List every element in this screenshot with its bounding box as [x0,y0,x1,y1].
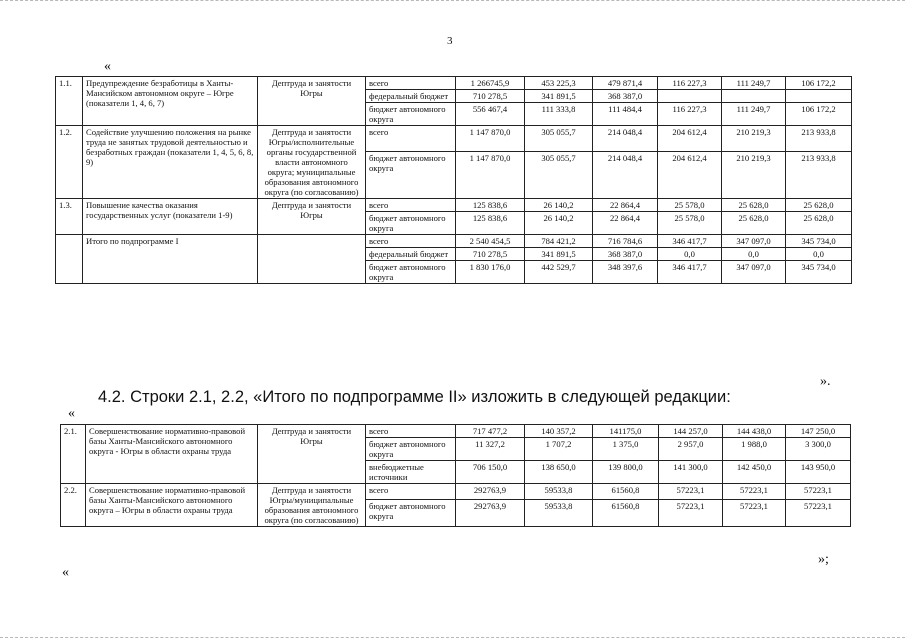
funding-source: всего [366,126,456,152]
amount-cell: 0,0 [658,248,722,261]
amount-cell: 140 357,2 [525,425,593,438]
open-quote-3: « [62,565,69,580]
amount-cell: 138 650,0 [525,461,593,484]
amount-cell: 341 891,5 [525,248,593,261]
executor: Дептруда и занятости Югры/исполнительные органы государственной власти автономного округа; муниципальные образования автономного округа (по согласованию) [258,126,366,199]
amount-cell: 1 375,0 [593,438,659,461]
amount-cell: 144 438,0 [723,425,786,438]
funding-source: всего [366,425,456,438]
funding-source: бюджет автономного округа [366,499,456,526]
scan-top-edge [0,0,905,5]
amount-cell: 706 150,0 [456,461,525,484]
amount-cell: 348 397,6 [593,261,658,284]
amount-cell: 347 097,0 [722,235,786,248]
amount-cell: 1 266745,9 [456,77,525,90]
measure-name: Совершенствование нормативно-правовой базы Ханты-Мансийского автономного округа – Югры в области охраны труда [86,484,258,527]
measure-name: Содействие улучшению положения на рынке труда не занятых трудовой деятельностью и безработных граждан (показатели 1, 4, 5, 6, 8, 9) [83,126,258,199]
amount-cell: 1 707,2 [525,438,593,461]
row-number [56,235,83,284]
amount-cell: 61560,8 [593,484,659,500]
row-number: 1.2. [56,126,83,199]
amount-cell: 347 097,0 [722,261,786,284]
amount-cell: 479 871,4 [593,77,658,90]
amount-cell: 214 048,4 [593,126,658,152]
amount-cell: 305 055,7 [525,152,593,199]
amount-cell: 214 048,4 [593,152,658,199]
amount-cell: 111 333,8 [525,103,593,126]
amount-cell: 142 450,0 [723,461,786,484]
amount-cell: 25 578,0 [658,199,722,212]
funding-source: всего [366,235,456,248]
amount-cell: 710 278,5 [456,248,525,261]
amount-cell: 1 147 870,0 [456,152,525,199]
funding-source: всего [366,199,456,212]
amount-cell: 368 387,0 [593,248,658,261]
amount-cell: 346 417,7 [658,235,722,248]
amount-cell: 111 484,4 [593,103,658,126]
amount-cell: 59533,8 [525,499,593,526]
amount-cell: 345 734,0 [786,261,852,284]
amount-cell: 213 933,8 [786,152,852,199]
row-number: 2.1. [61,425,86,484]
amount-cell: 710 278,5 [456,90,525,103]
funding-source: всего [366,77,456,90]
table-row [61,484,851,500]
open-quote-1: « [104,59,111,74]
amount-cell: 25 628,0 [722,199,786,212]
amount-cell: 106 172,2 [786,77,852,90]
executor [258,235,366,284]
amount-cell: 141175,0 [593,425,659,438]
executor: Дептруда и занятости Югры [258,77,366,126]
funding-source: федеральный бюджет [366,90,456,103]
amount-cell: 106 172,2 [786,103,852,126]
amount-cell: 59533,8 [525,484,593,500]
funding-source: бюджет автономного округа [366,103,456,126]
amount-cell: 204 612,4 [658,152,722,199]
funding-source: внебюджетные источники [366,461,456,484]
amount-cell: 111 249,7 [722,103,786,126]
amount-cell: 1 988,0 [723,438,786,461]
amount-cell: 116 227,3 [658,77,722,90]
amount-cell: 143 950,0 [786,461,851,484]
amount-cell: 25 628,0 [786,199,852,212]
amount-cell: 144 257,0 [659,425,723,438]
amount-cell: 57223,1 [723,499,786,526]
amount-cell: 717 477,2 [456,425,525,438]
amount-cell: 57223,1 [659,499,723,526]
table-row [56,126,852,152]
amount-cell: 292763,9 [456,499,525,526]
amount-cell: 305 055,7 [525,126,593,152]
table-row [56,77,852,90]
amount-cell: 345 734,0 [786,235,852,248]
amount-cell: 116 227,3 [658,103,722,126]
amount-cell: 0,0 [786,248,852,261]
table-row [61,425,851,438]
executor: Дептруда и занятости Югры/муниципальные образования автономного округа (по согласованию) [258,484,366,527]
amount-cell: 210 219,3 [722,126,786,152]
measure-name: Итого по подпрограмме I [83,235,258,284]
amount-cell: 139 800,0 [593,461,659,484]
amount-cell: 346 417,7 [658,261,722,284]
amount-cell: 125 838,6 [456,199,525,212]
close-quote-2: »; [818,552,829,567]
amount-cell: 61560,8 [593,499,659,526]
measure-name: Повышение качества оказания государственных услуг (показатели 1-9) [83,199,258,235]
table-row [56,235,852,248]
amount-cell: 210 219,3 [722,152,786,199]
executor: Дептруда и занятости Югры [258,425,366,484]
close-quote-1: ». [820,374,831,389]
amount-cell: 22 864,4 [593,212,658,235]
scan-bottom-edge [0,633,905,638]
measure-name: Предупреждение безработицы в Ханты-Мансийском автономном округе – Югре (показатели 1, 4, 6, 7) [83,77,258,126]
amount-cell: 204 612,4 [658,126,722,152]
amount-cell: 11 327,2 [456,438,525,461]
funding-source: бюджет автономного округа [366,212,456,235]
amount-cell: 716 784,6 [593,235,658,248]
amount-cell: 784 421,2 [525,235,593,248]
amount-cell: 1 830 176,0 [456,261,525,284]
amount-cell: 2 540 454,5 [456,235,525,248]
amount-cell: 141 300,0 [659,461,723,484]
amount-cell: 57223,1 [786,484,851,500]
row-number: 2.2. [61,484,86,527]
amount-cell [658,90,722,103]
amount-cell: 3 300,0 [786,438,851,461]
amount-cell: 442 529,7 [525,261,593,284]
row-number: 1.1. [56,77,83,126]
amount-cell: 125 838,6 [456,212,525,235]
row-number: 1.3. [56,199,83,235]
amount-cell: 1 147 870,0 [456,126,525,152]
executor: Дептруда и занятости Югры [258,199,366,235]
amount-cell: 57223,1 [723,484,786,500]
amount-cell: 22 864,4 [593,199,658,212]
amount-cell: 0,0 [722,248,786,261]
page-number: 3 [447,35,453,47]
funding-source: бюджет автономного округа [366,438,456,461]
measure-name: Совершенствование нормативно-правовой базы Ханты-Мансийского автономного округа - Югры в области охраны труда [86,425,258,484]
amount-cell: 213 933,8 [786,126,852,152]
amount-cell: 57223,1 [659,484,723,500]
subprogram-1-table [55,76,852,284]
amount-cell: 2 957,0 [659,438,723,461]
amount-cell: 341 891,5 [525,90,593,103]
funding-source: всего [366,484,456,500]
amount-cell: 57223,1 [786,499,851,526]
amount-cell: 25 628,0 [786,212,852,235]
subprogram-2-table [60,424,851,527]
amount-cell: 26 140,2 [525,212,593,235]
amount-cell: 292763,9 [456,484,525,500]
amount-cell: 147 250,0 [786,425,851,438]
amount-cell: 25 628,0 [722,212,786,235]
section-heading-4-2: 4.2. Строки 2.1, 2.2, «Итого по подпрограмме II» изложить в следующей редакции: [98,388,731,406]
open-quote-2: « [68,406,75,421]
amount-cell: 368 387,0 [593,90,658,103]
amount-cell [722,90,786,103]
funding-source: бюджет автономного округа [366,152,456,199]
funding-source: федеральный бюджет [366,248,456,261]
amount-cell: 556 467,4 [456,103,525,126]
amount-cell: 111 249,7 [722,77,786,90]
amount-cell: 25 578,0 [658,212,722,235]
amount-cell [786,90,852,103]
funding-source: бюджет автономного округа [366,261,456,284]
amount-cell: 26 140,2 [525,199,593,212]
amount-cell: 453 225,3 [525,77,593,90]
table-row [56,199,852,212]
